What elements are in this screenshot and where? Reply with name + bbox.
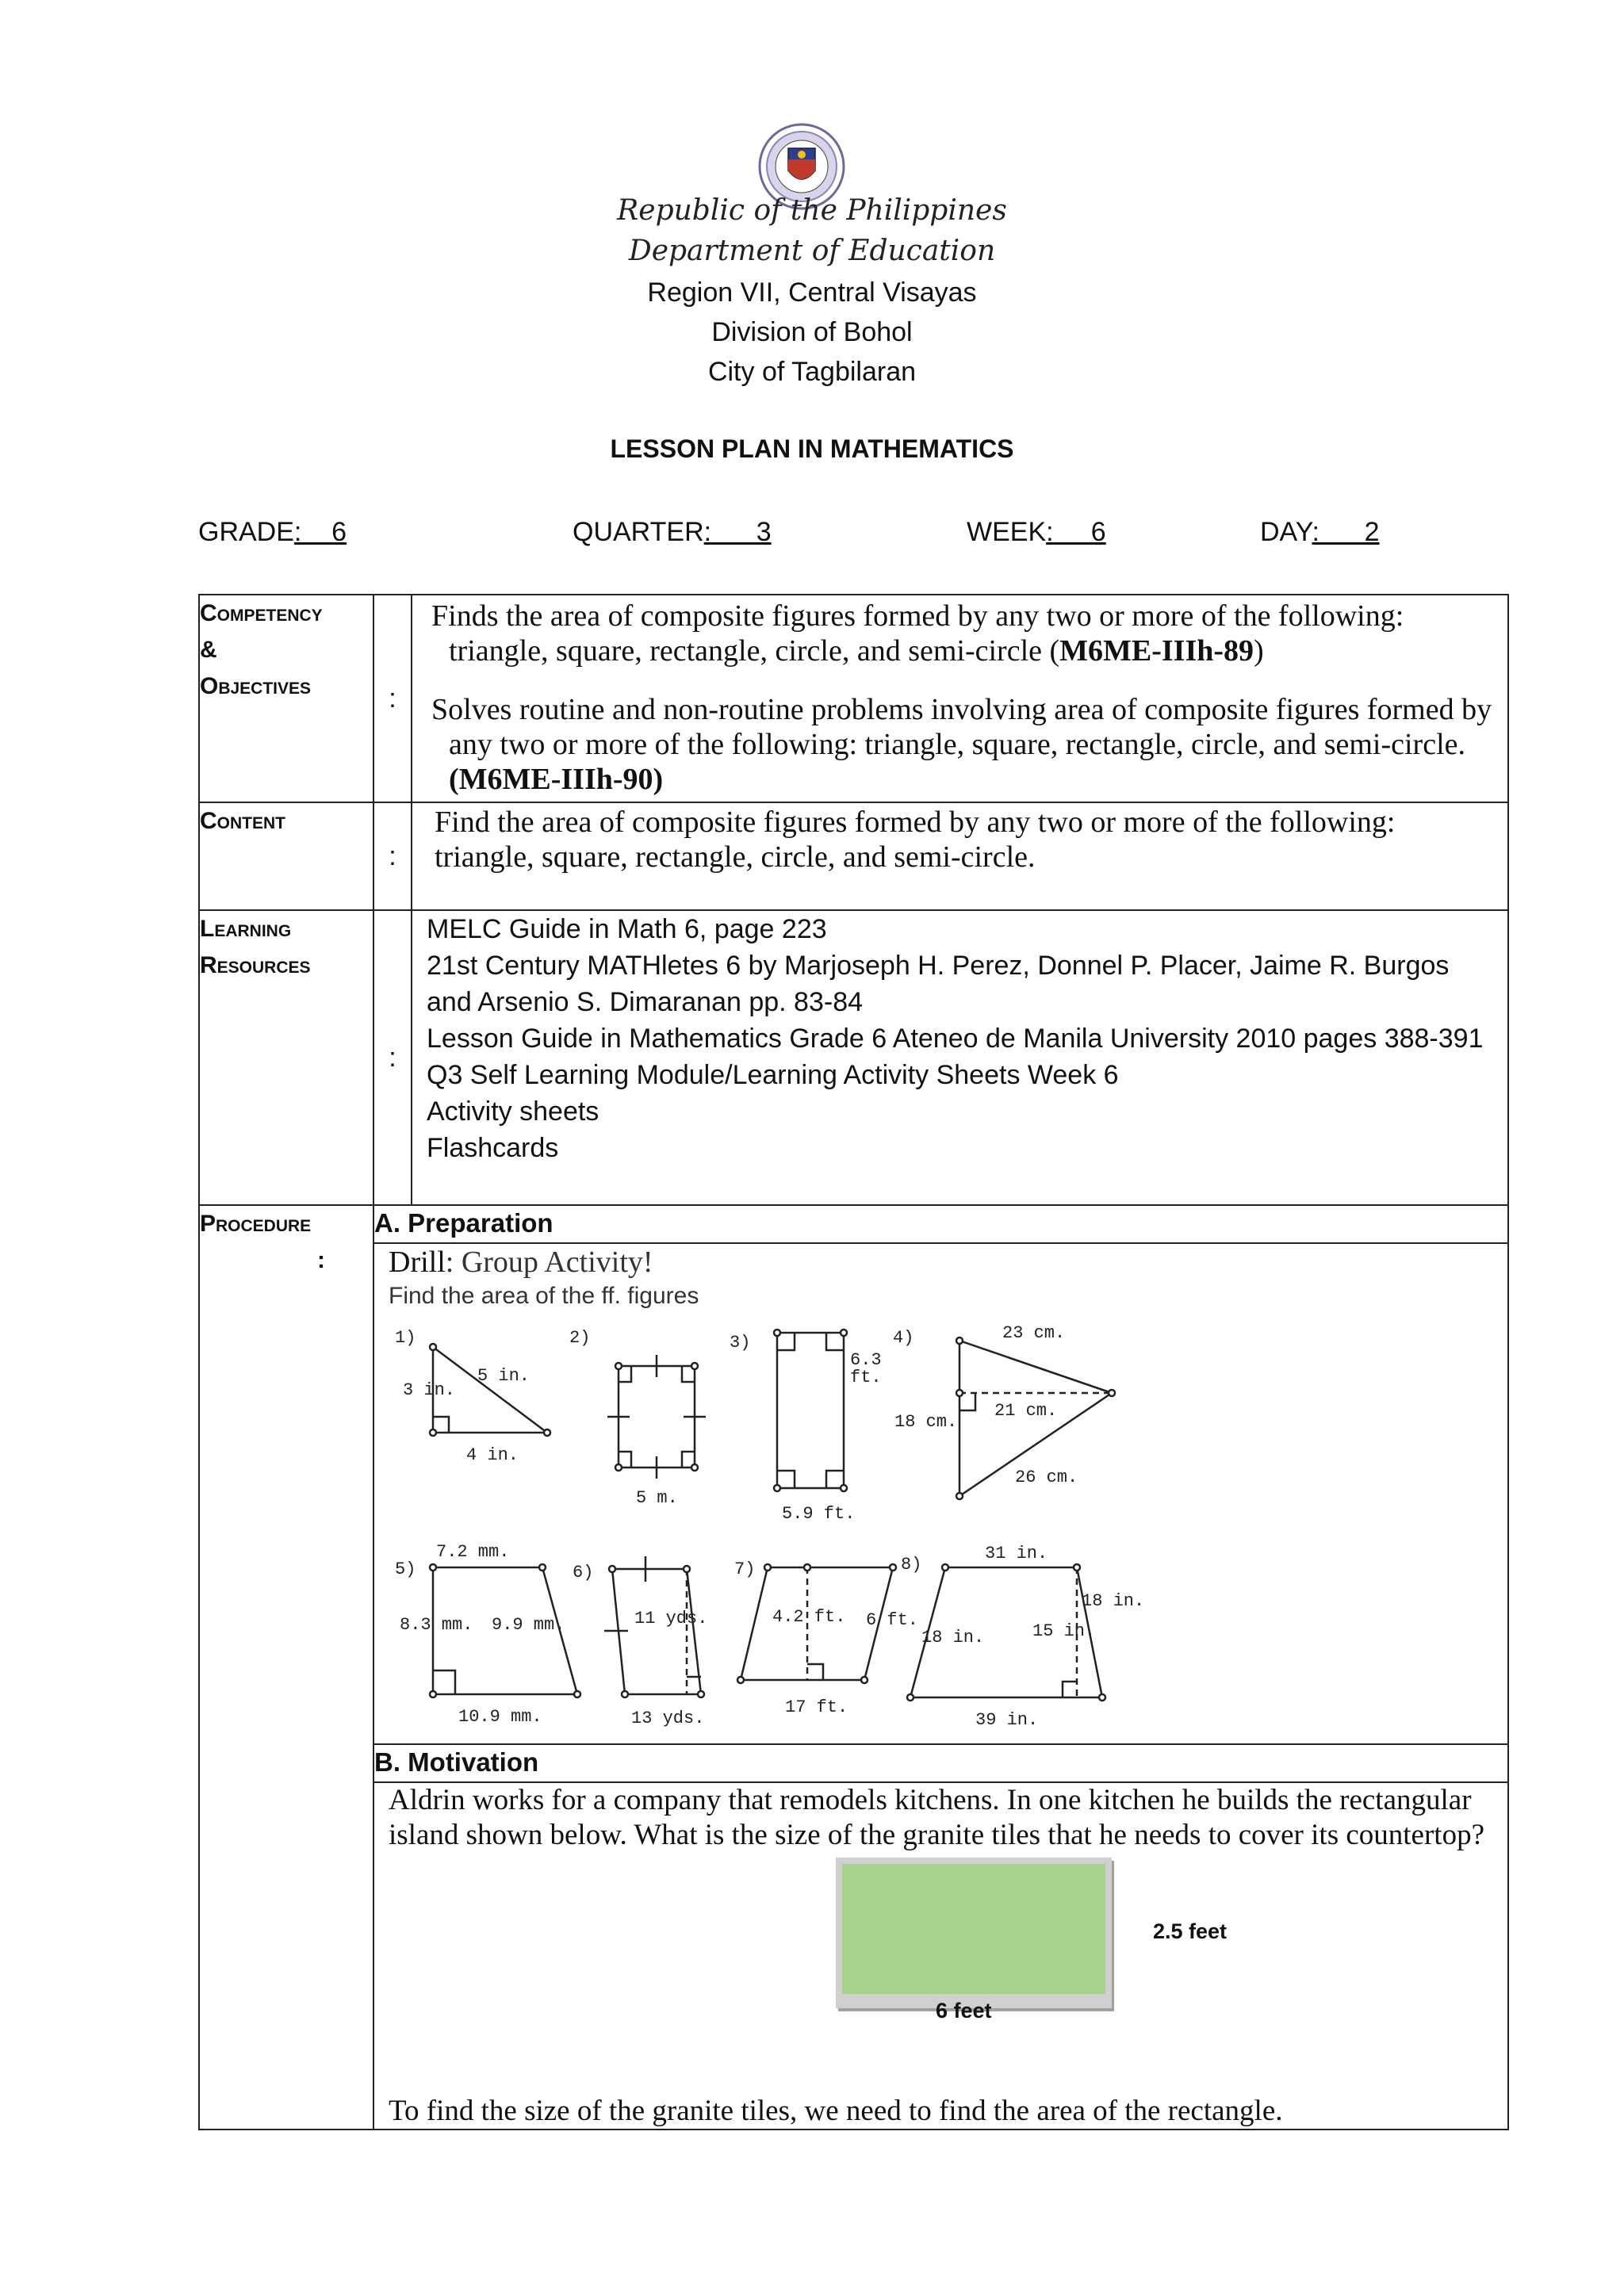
header-republic: Republic of the Philippines [617,194,1007,227]
figure-6-number: 6) [573,1563,594,1582]
figure-8-base-label: 39 in. [975,1710,1039,1728]
procedure-row [199,1205,1508,1243]
drill-instruction: Find the area of the ff. figures [389,1283,699,1309]
figure-7-base-label: 17 ft. [785,1697,848,1717]
figure-4-left-label: 18 cm. [894,1412,958,1432]
resource-item: 21st Century MATHletes 6 by Marjoseph H. Perez, Donnel P. Placer, Jaime R. Burgos and Arsenio S. Dimaranan pp. 83-84 [427,951,1450,1017]
figure-7-side-label: 6 ft. [866,1610,919,1630]
resources-list [412,910,1508,1205]
figure-3-height-label: 6.3 [850,1350,882,1370]
resource-item: Flashcards [427,1133,559,1163]
resource-item: Activity sheets [427,1096,599,1127]
figure-3-rectangle [774,1330,847,1491]
objective-1: Finds the area of composite figures formed by any two or more of the following: triangle, square, rectangle, circle, and semi-circle (M6ME-IIIh-89) [431,599,1404,668]
competency-colon: : [373,595,412,802]
countertop-rect-frame [836,1858,1112,2008]
figure-7-number: 7) [734,1559,756,1579]
figure-8-number: 8) [901,1555,922,1575]
height-label: 2.5 feet [1153,1919,1228,1943]
motivation-text: Aldrin works for a company that remodels kitchens. In one kitchen he builds the rectangular island shown below. What is the size of the granite tiles that he needs to cover its countertop? [389,1784,1484,1851]
content-label: Content [199,802,373,910]
figure-8-top-label: 31 in. [985,1544,1048,1563]
header-region: Region VII, Central Visayas [647,277,977,308]
figure-4-bottom-label: 26 cm. [1015,1468,1078,1487]
figure-8-right-label: 18 in. [1082,1591,1145,1611]
figure-3-height-unit: ft. [850,1368,882,1387]
drill-row [199,1243,1508,1744]
figure-2-square [607,1355,706,1479]
figure-5-bottom-label: 10.9 mm. [458,1707,542,1727]
figure-3-number: 3) [730,1333,751,1353]
figure-5-right-label: 9.9 mm. [492,1615,565,1635]
competency-label: Competency & Objectives [199,595,373,802]
resource-item: Lesson Guide in Mathematics Grade 6 Ateneo de Manila University 2010 pages 388-391 [427,1024,1484,1054]
content-text: Find the area of composite figures formed by any two or more of the following: triangle, square, rectangle, circle, and semi-circle. [412,802,1508,910]
figure-8-height-label: 15 in. [1032,1621,1096,1641]
resources-colon: : [373,910,412,1205]
resource-item: MELC Guide in Math 6, page 223 [427,914,827,944]
resource-item: Q3 Self Learning Module/Learning Activity Sheets Week 6 [427,1060,1119,1090]
week-field: WEEK: 6 [967,517,1106,547]
motivation-cell [373,1782,1508,2130]
resources-label: Learning Resources [199,910,373,1205]
grade-field: GRADE: 6 [198,517,347,547]
figure-4-height-label: 21 cm. [994,1401,1058,1421]
figure-4-number: 4) [893,1328,914,1348]
figure-1-height-label: 3 in. [403,1380,456,1400]
header-department: Department of Education [628,235,996,267]
figure-2-side-label: 5 m. [636,1488,678,1508]
conclusion-text: To find the size of the granite tiles, we need to find the area of the rectangle. [389,2095,1283,2127]
figure-6-height-label: 11 yds. [634,1609,708,1628]
quarter-field: QUARTER: 3 [573,517,772,547]
figure-5-left-label: 8.3 mm. [400,1615,473,1635]
lesson-plan-table [198,594,1509,2130]
width-label: 6 feet [936,1999,992,2022]
drill-figures [389,1315,1150,1728]
motivation-row [199,1782,1508,2130]
header-division: Division of Bohol [711,317,913,347]
figure-7-height-label: 4.2 ft. [772,1607,846,1627]
figure-4-top-label: 23 cm. [1002,1323,1066,1343]
motivation-heading-row [199,1744,1508,1782]
figure-1-base-label: 4 in. [466,1445,519,1465]
objective-2: Solves routine and non-routine problems involving area of composite figures formed by any two or more of the following: triangle, square, rectangle, circle, and semi-circle. (M6ME-IIIh-90) [431,693,1492,796]
figure-8-left-label: 18 in. [921,1628,985,1647]
content-row [199,802,1508,910]
countertop-rect [842,1864,1105,1994]
header-city: City of Tagbilaran [707,357,917,387]
countertop-figure [389,1853,1488,2035]
figure-1-number: 1) [395,1328,416,1348]
competency-row [199,595,1508,802]
section-preparation-heading: A. Preparation [373,1205,1508,1243]
figure-3-width-label: 5.9 ft. [782,1504,856,1524]
section-motivation-heading: B. Motivation [373,1744,1508,1782]
procedure-label: Procedure : [199,1205,373,2130]
day-field: DAY: 2 [1260,517,1380,547]
figure-5-top-label: 7.2 mm. [436,1542,510,1562]
content-colon: : [373,802,412,910]
drill-cell [373,1243,1508,1744]
figure-6-base-label: 13 yds. [631,1709,705,1728]
competency-objectives [412,595,1508,802]
resources-row [199,910,1508,1205]
figure-1-hyp-label: 5 in. [477,1366,530,1386]
figure-2-number: 2) [569,1328,591,1348]
page-title: LESSON PLAN IN MATHEMATICS [610,434,1014,463]
figure-5-number: 5) [395,1559,416,1579]
drill-heading: Drill: Group Activity! [389,1246,653,1279]
